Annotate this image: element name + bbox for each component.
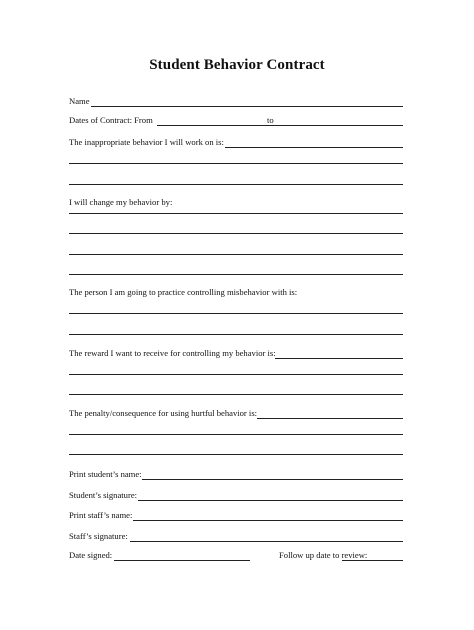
change-line[interactable]	[69, 233, 403, 234]
name-row	[69, 95, 403, 107]
print-staff-row	[69, 509, 403, 521]
change-line[interactable]	[69, 213, 403, 214]
inappropriate-line[interactable]	[69, 163, 403, 164]
print-staff-field[interactable]	[133, 520, 403, 521]
staff-signature-row	[69, 530, 403, 542]
change-line[interactable]	[69, 274, 403, 275]
practice-row	[69, 286, 403, 298]
date-signed-label: Date signed:	[69, 550, 113, 560]
staff-signature-label: Staff’s signature:	[69, 531, 128, 541]
penalty-row	[69, 407, 403, 419]
print-student-row	[69, 468, 403, 480]
staff-signature-field[interactable]	[130, 541, 403, 542]
print-student-label: Print student’s name:	[69, 469, 142, 479]
inappropriate-label: The inappropriate behavior I will work on is:	[69, 137, 224, 147]
inappropriate-field[interactable]	[225, 147, 403, 148]
reward-line[interactable]	[69, 374, 403, 375]
date-signed-row	[69, 549, 403, 561]
change-row	[69, 196, 403, 208]
change-line[interactable]	[69, 254, 403, 255]
penalty-label: The penalty/consequence for using hurtful behavior is:	[69, 408, 258, 418]
reward-line[interactable]	[69, 394, 403, 395]
page-title: Student Behavior Contract	[149, 57, 325, 73]
student-signature-row	[69, 489, 403, 501]
print-student-field[interactable]	[142, 479, 403, 480]
reward-field[interactable]	[275, 358, 403, 359]
penalty-field[interactable]	[257, 418, 403, 419]
student-signature-field[interactable]	[138, 500, 403, 501]
change-label: I will change my behavior by:	[69, 197, 173, 207]
dates-to-label: to	[267, 115, 274, 125]
name-field[interactable]	[91, 106, 403, 107]
date-signed-field[interactable]	[114, 560, 250, 561]
inappropriate-line[interactable]	[69, 184, 403, 185]
reward-row	[69, 347, 403, 359]
student-signature-label: Student’s signature:	[69, 490, 138, 500]
follow-up-label: Follow up date to review:	[279, 550, 368, 560]
practice-line[interactable]	[69, 313, 403, 314]
print-staff-label: Print staff’s name:	[69, 510, 133, 520]
inappropriate-row	[69, 136, 403, 148]
dates-row	[69, 114, 403, 126]
practice-line[interactable]	[69, 334, 403, 335]
date-to-field[interactable]	[276, 125, 403, 126]
penalty-line[interactable]	[69, 454, 403, 455]
follow-up-field[interactable]	[342, 560, 403, 561]
dates-label: Dates of Contract: From	[69, 115, 153, 125]
penalty-line[interactable]	[69, 434, 403, 435]
practice-label: The person I am going to practice controlling misbehavior with is:	[69, 287, 298, 297]
reward-label: The reward I want to receive for controlling my behavior is:	[69, 348, 276, 358]
name-label: Name	[69, 96, 90, 106]
